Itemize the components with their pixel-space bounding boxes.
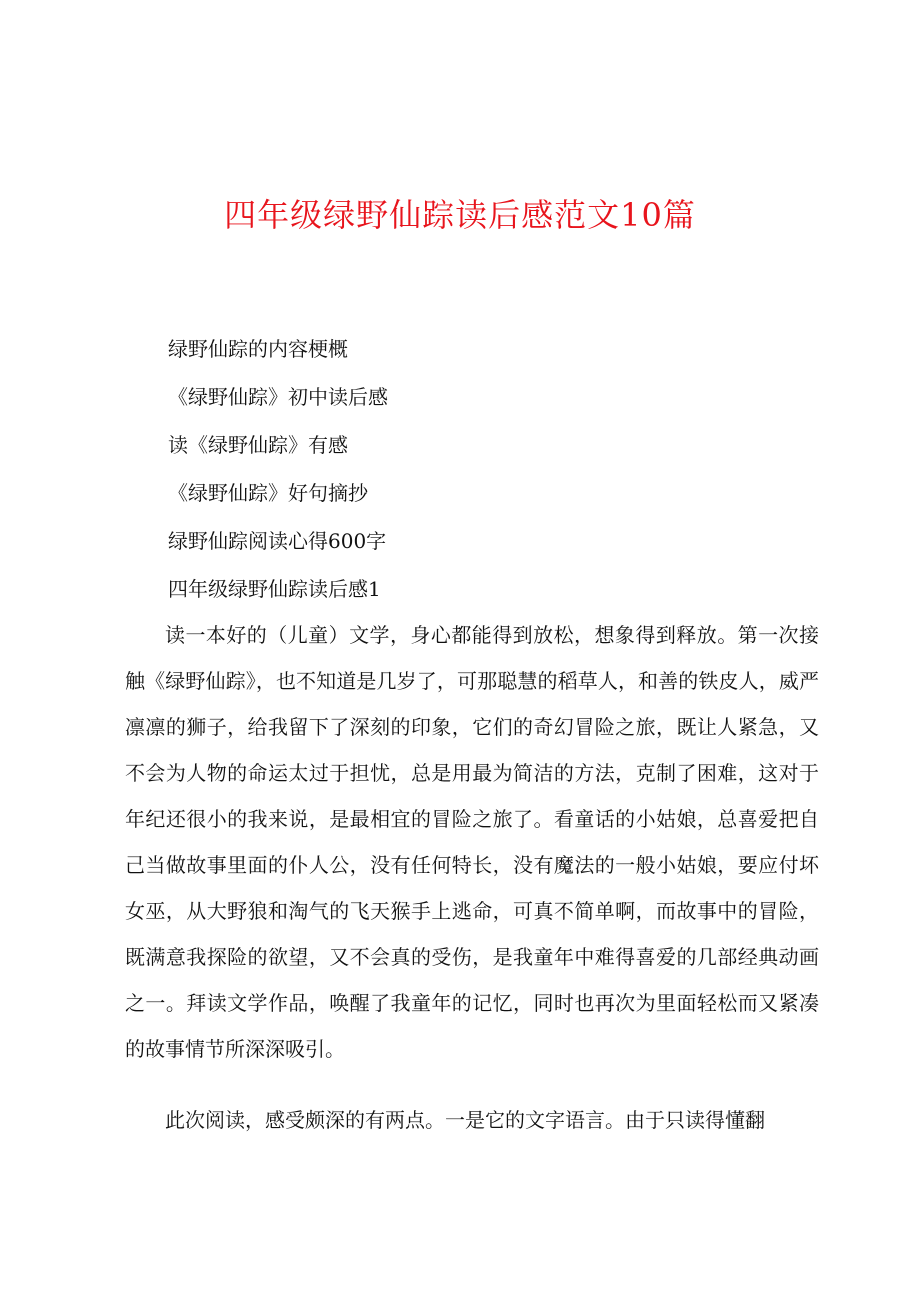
toc-item: 《绿野仙踪》好句摘抄	[168, 481, 368, 505]
toc-item: 绿野仙踪阅读心得600字	[168, 529, 387, 553]
toc-item: 《绿野仙踪》初中读后感	[168, 385, 388, 409]
body-paragraph: 此次阅读，感受颇深的有两点。一是它的文字语言。由于只读得懂翻	[165, 1108, 765, 1132]
toc-item: 绿野仙踪的内容梗概	[168, 337, 348, 361]
body-paragraph: 读一本好的（儿童）文学，身心都能得到放松，想象得到释放。第一次接触《绿野仙踪》，也不知道是几岁了，可那聪慧的稻草人，和善的铁皮人，威严凛凛的狮子，给我留下了深刻的印象，它们的奇幻冒险之旅，既让人紧急，又不会为人物的命运太过于担忧，总是用最为简洁的方法，克制了困难，这对于年纪还很小的我来说，是最相宜的冒险之旅了。看童话的小姑娘，总喜爱把自己当做故事里面的仆人公，没有任何特长，没有魔法的一般小姑娘，要应付坏女巫，从大野狼和淘气的飞天猴手上逃命，可真不简单啊，而故事中的冒险，既满意我探险的欲望，又不会真的受伤，是我童年中难得喜爱的几部经典动画之一。拜读文学作品，唤醒了我童年的记忆，同时也再次为里面轻松而又紧凑的故事情节所深深吸引。	[125, 623, 819, 1061]
document-title: 四年级绿野仙踪读后感范文10篇	[224, 196, 696, 234]
toc-item: 四年级绿野仙踪读后感1	[168, 577, 381, 601]
toc-item: 读《绿野仙踪》有感	[168, 433, 348, 457]
table-of-contents	[168, 325, 388, 613]
